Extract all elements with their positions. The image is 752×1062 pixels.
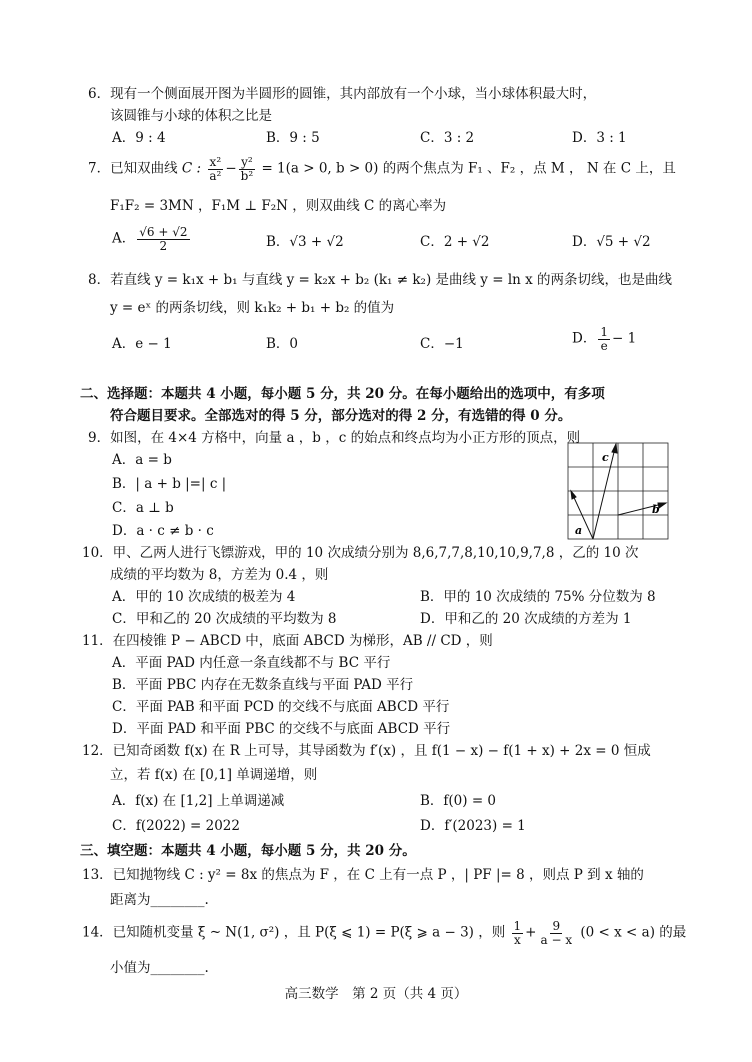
grid-lines bbox=[568, 443, 668, 539]
q11-option-d: D．平面 PAD 和平面 PBC 的交线不与底面 ABCD 平行 bbox=[112, 721, 451, 737]
q7-curve-name: C : bbox=[181, 160, 202, 177]
q7-stem-suffix: = 1(a > 0, b > 0) 的两个焦点为 F₁ 、F₂ ，点 M ， N 在 C 上，且 bbox=[261, 160, 676, 177]
q6-stem-line2: 该圆锥与小球的体积之比是 bbox=[110, 108, 272, 124]
q9-stem: 9．如图，在 4×4 方格中，向量 a ，b ，c 的始点和终点均为小正方形的顶点，则 bbox=[88, 430, 581, 446]
q6-stem-line1: 6．现有一个侧面展开图为半圆形的圆锥，其内部放有一个小球，当小球体积最大时， bbox=[88, 86, 597, 102]
q7-option-d: D．√5 + √2 bbox=[572, 234, 651, 250]
q6-option-a: A．9 : 4 bbox=[112, 130, 166, 146]
q10-stem-line2: 成绩的平均数为 8，方差为 0.4 ，则 bbox=[110, 567, 329, 583]
vector-c-arrowhead bbox=[612, 444, 617, 453]
vector-b-label: b bbox=[652, 503, 660, 516]
vector-grid-figure bbox=[566, 441, 670, 541]
q12-stem-line2: 立，若 f(x) 在 [0,1] 单调递增，则 bbox=[110, 767, 318, 783]
q10-option-a: A．甲的 10 次成绩的极差为 4 bbox=[112, 589, 296, 605]
q10-option-d: D．甲和乙的 20 次成绩的方差为 1 bbox=[420, 611, 632, 627]
q7-stem-line2: F₁F₂ = 3MN ，F₁M ⊥ F₂N ，则双曲线 C 的离心率为 bbox=[110, 198, 447, 214]
vector-a-label: a bbox=[575, 524, 583, 537]
q7-option-c: C．2 + √2 bbox=[420, 234, 490, 250]
q12-option-a: A．f(x) 在 [1,2] 上单调递减 bbox=[112, 793, 285, 809]
section2-heading-line2: 符合题目要求。全部选对的得 5 分，部分选对的得 2 分，有选错的得 0 分。 bbox=[110, 408, 572, 424]
q7-option-a: A． $\frac{√6 + √2}{2}$ bbox=[112, 225, 188, 253]
q8-option-b: B．0 bbox=[266, 336, 299, 352]
q10-option-c: C．甲和乙的 20 次成绩的平均数为 8 bbox=[112, 611, 337, 627]
q10-option-b: B．甲的 10 次成绩的 75% 分位数为 8 bbox=[420, 589, 656, 605]
q8-stem-line2: y = eˣ 的两条切线，则 k₁k₂ + b₁ + b₂ 的值为 bbox=[110, 300, 395, 316]
q6-option-b: B．9 : 5 bbox=[266, 130, 320, 146]
q7-option-b: B．√3 + √2 bbox=[266, 234, 344, 250]
q8-option-a: A．e − 1 bbox=[112, 336, 172, 352]
q12-option-d: D．f′(2023) = 1 bbox=[420, 818, 526, 834]
q12-option-b: B．f(0) = 0 bbox=[420, 793, 497, 809]
vector-c-label: c bbox=[602, 451, 609, 464]
q13-stem-line1: 13．已知抛物线 C : y² = 8x 的焦点为 F ，在 C 上有一点 P ，| PF |= 8 ，则点 P 到 x 轴的 bbox=[82, 867, 644, 883]
q7-fraction-y: $\frac{\text{y²}}{\text{b²}}$ bbox=[240, 155, 254, 183]
q9-option-c: C．a ⊥ b bbox=[112, 500, 174, 516]
q8-stem-line1: 8．若直线 y = k₁x + b₁ 与直线 y = k₂x + b₂ (k₁ ≠ k₂) 是曲线 y = ln x 的两条切线，也是曲线 bbox=[88, 272, 673, 288]
section2-heading-line1: 二、选择题：本题共 4 小题，每小题 5 分，共 20 分。在每小题给出的选项中，有多项 bbox=[80, 386, 605, 402]
q11-option-c: C．平面 PAB 和平面 PCD 的交线不与底面 ABCD 平行 bbox=[112, 699, 450, 715]
q9-option-b: B．| a + b |=| c | bbox=[112, 476, 227, 492]
q6-option-d: D．3 : 1 bbox=[572, 130, 627, 146]
q7-stem-line1: 7．已知双曲线 C : $\frac{\text{x²}}{\text{a²}}$ − $\frac{\text{y²}}{\text{b²}}$ = 1(a > 0, b > 0) 的两个焦点为 F₁ 、F₂ ，点 M ， N 在 C 上，且 bbox=[88, 155, 676, 183]
q14-stem-line2: 小值为________. bbox=[110, 960, 209, 976]
q14-fraction-1-over-x: $\frac{1}{x}$ bbox=[513, 919, 522, 947]
q12-stem-line1: 12．已知奇函数 f(x) 在 R 上可导，其导函数为 f′(x) ，且 f(1 − x) − f(1 + x) + 2x = 0 恒成 bbox=[82, 743, 651, 759]
vector-a-arrowhead bbox=[571, 491, 576, 499]
q14-stem-line1: 14．已知随机变量 ξ ~ N(1, σ²) ，且 P(ξ ⩽ 1) = P(ξ ⩾ a − 3) ，则 $\frac{1}{x}$ + $\frac{9}{a - x}$ (0 < x < a) 的最 bbox=[82, 919, 687, 947]
q8-option-d: D． $\frac{1}{e}$ − 1 bbox=[572, 325, 637, 353]
q11-option-a: A．平面 PAD 内任意一条直线都不与 BC 平行 bbox=[112, 655, 391, 671]
q8-option-c: C．−1 bbox=[420, 336, 464, 352]
q9-option-a: A．a = b bbox=[112, 452, 172, 468]
q10-stem-line1: 10．甲、乙两人进行飞镖游戏，甲的 10 次成绩分别为 8,6,7,7,8,10,10,9,7,8 ，乙的 10 次 bbox=[82, 545, 639, 561]
q7-stem-prefix: 7．已知双曲线 bbox=[88, 160, 178, 177]
q6-option-c: C．3 : 2 bbox=[420, 130, 475, 146]
q9-option-d: D．a · c ≠ b · c bbox=[112, 523, 214, 539]
q14-fraction-9-over-a-minus-x: $\frac{9}{a - x}$ bbox=[540, 919, 573, 947]
page-footer: 高三数学 第 2 页（共 4 页） bbox=[284, 986, 468, 1002]
q11-stem: 11．在四棱锥 P − ABCD 中，底面 ABCD 为梯形，AB // CD ，则 bbox=[82, 633, 493, 649]
q13-stem-line2: 距离为________. bbox=[110, 892, 209, 908]
q12-option-c: C．f(2022) = 2022 bbox=[112, 818, 240, 834]
section3-heading: 三、填空题：本题共 4 小题，每小题 5 分，共 20 分。 bbox=[80, 843, 416, 859]
q7-fraction-x: $\frac{\text{x²}}{\text{a²}}$ bbox=[209, 155, 222, 183]
q11-option-b: B．平面 PBC 内存在无数条直线与平面 PAD 平行 bbox=[112, 677, 414, 693]
